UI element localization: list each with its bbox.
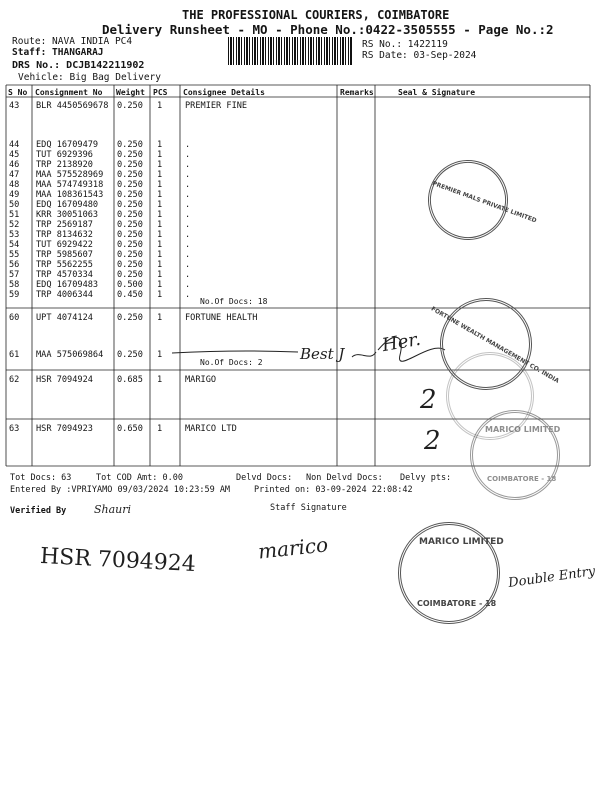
row-consignee: . [185, 210, 191, 220]
row-weight: 0.250 [117, 180, 143, 190]
staff-label: Staff: THANGARAJ [12, 47, 104, 58]
col-weight: Weight [116, 88, 145, 97]
row-consignment: MAA 574749318 [36, 180, 104, 190]
row60-signature: Her. [380, 328, 423, 357]
row-pcs: 1 [157, 170, 163, 180]
col-sno: S No [8, 88, 28, 97]
double-entry-note: Double Entry [507, 563, 597, 592]
premier-stamp: PREMIER MALS PRIVATE LIMITED [417, 149, 520, 252]
row-weight: 0.500 [117, 280, 143, 290]
row-consignee: . [185, 290, 191, 300]
marico-stamp-bottom: MARICO LIMITED COIMBATORE - 18 [398, 522, 500, 624]
row-consignee: . [185, 200, 191, 210]
row-consignee: . [185, 260, 191, 270]
hsr-handwritten-note: HSR 7094924 [39, 543, 197, 578]
row-weight: 0.250 [117, 160, 143, 170]
row-sno: 61 [9, 350, 20, 360]
row-consignment: TRP 4570334 [36, 270, 93, 280]
row61-signature: Best J [300, 345, 345, 363]
row-pcs: 1 [157, 210, 163, 220]
row-weight: 0.250 [117, 210, 143, 220]
printed-on: Printed on: 03-09-2024 22:08:42 [254, 485, 413, 495]
row-consignment: UPT 4074124 [36, 313, 93, 323]
row-consignment: TRP 5562255 [36, 260, 93, 270]
row-consignment: HSR 7094924 [36, 375, 93, 385]
row-consignee: PREMIER FINE [185, 101, 248, 111]
row-weight: 0.250 [117, 313, 143, 323]
row-consignee: MARICO LTD [185, 424, 237, 434]
row-consignee: . [185, 140, 191, 150]
row-consignee: . [185, 150, 191, 160]
row-sno: 62 [9, 375, 20, 385]
row-weight: 0.250 [117, 101, 143, 111]
row-sno: 60 [9, 313, 20, 323]
delvd-docs: Delvd Docs: [236, 473, 293, 483]
row-pcs: 1 [157, 150, 163, 160]
row63-mark: 2 [424, 426, 441, 456]
rs-date: RS Date: 03-Sep-2024 [362, 50, 477, 61]
row-pcs: 1 [157, 101, 163, 111]
col-pcs: PCS [153, 88, 168, 97]
row-consignment: TRP 2569187 [36, 220, 93, 230]
row-sno: 50 [9, 200, 20, 210]
non-delvd-docs: Non Delvd Docs: [306, 473, 383, 483]
tot-docs: Tot Docs: 63 [10, 473, 72, 483]
row-pcs: 1 [157, 270, 163, 280]
row-consignment: TRP 2138920 [36, 160, 93, 170]
marico-stamp-row63: MARICO LIMITED COIMBATORE - 18 [470, 410, 560, 500]
row-sno: 52 [9, 220, 20, 230]
row-consignment: TRP 5985607 [36, 250, 93, 260]
runsheet-subtitle: Delivery Runsheet - MO - Phone No.:0422-3505555 - Page No.:2 [102, 22, 554, 37]
row-sno: 55 [9, 250, 20, 260]
row-weight: 0.250 [117, 230, 143, 240]
row-consignment: HSR 7094923 [36, 424, 93, 434]
row-consignment: TRP 8134632 [36, 230, 93, 240]
row-sno: 48 [9, 180, 20, 190]
row-pcs: 1 [157, 260, 163, 270]
row-sno: 63 [9, 424, 20, 434]
row-weight: 0.250 [117, 250, 143, 260]
row-pcs: 1 [157, 250, 163, 260]
row-weight: 0.250 [117, 190, 143, 200]
col-seal: Seal & Signature [398, 88, 476, 97]
company-title: THE PROFESSIONAL COURIERS, COIMBATORE [182, 8, 450, 22]
row-consignment: MAA 575528969 [36, 170, 104, 180]
row-weight: 0.685 [117, 375, 143, 385]
row-sno: 58 [9, 280, 20, 290]
row-sno: 57 [9, 270, 20, 280]
row-consignee: . [185, 240, 191, 250]
row-consignee: . [185, 220, 191, 230]
row-weight: 0.250 [117, 170, 143, 180]
row-consignee: . [185, 160, 191, 170]
row-consignee: . [185, 190, 191, 200]
row-pcs: 1 [157, 313, 163, 323]
route-label: Route: NAVA INDIA PC4 [12, 36, 133, 47]
row-sno: 53 [9, 230, 20, 240]
row-consignee: . [185, 280, 191, 290]
row-pcs: 1 [157, 240, 163, 250]
docs-count-2: No.Of Docs: 2 [200, 358, 263, 367]
row-sno: 47 [9, 170, 20, 180]
row-consignment: TUT 6929422 [36, 240, 93, 250]
row-consignment: TUT 6929396 [36, 150, 93, 160]
row-pcs: 1 [157, 350, 163, 360]
row-pcs: 1 [157, 230, 163, 240]
row-consignment: EDQ 16709483 [36, 280, 99, 290]
row-pcs: 1 [157, 160, 163, 170]
row-pcs: 1 [157, 424, 163, 434]
row-weight: 0.250 [117, 140, 143, 150]
row-pcs: 1 [157, 200, 163, 210]
verified-signature: Shauri [94, 503, 132, 516]
row-weight: 0.250 [117, 150, 143, 160]
tot-cod: Tot COD Amt: 0.00 [96, 473, 183, 483]
docs-count-1: No.Of Docs: 18 [200, 297, 268, 306]
row-consignee: . [185, 180, 191, 190]
vehicle-label: Vehicle: Big Bag Delivery [18, 72, 161, 83]
row-sno: 59 [9, 290, 20, 300]
row-sno: 46 [9, 160, 20, 170]
row-consignee: . [185, 230, 191, 240]
rs-number: RS No.: 1422119 [362, 39, 448, 50]
row-consignment: TRP 4006344 [36, 290, 93, 300]
row-weight: 0.250 [117, 240, 143, 250]
row-sno: 56 [9, 260, 20, 270]
row62-mark: 2 [420, 385, 437, 415]
row-sno: 43 [9, 101, 20, 111]
row-pcs: 1 [157, 190, 163, 200]
row-pcs: 1 [157, 180, 163, 190]
row-weight: 0.250 [117, 220, 143, 230]
col-consignee: Consignee Details [183, 88, 265, 97]
delvy-pts: Delvy pts: [400, 473, 452, 483]
row-consignee: FORTUNE HEALTH [185, 313, 258, 323]
row-weight: 0.250 [117, 200, 143, 210]
staff-signature: Staff Signature [270, 503, 347, 513]
row-consignment: EDQ 16709480 [36, 200, 99, 210]
row-weight: 0.650 [117, 424, 143, 434]
entered-by: Entered By :VPRIYAMO 09/03/2024 10:23:59 AM [10, 485, 231, 495]
row-pcs: 1 [157, 140, 163, 150]
fortune-stamp: FORTUNE WEALTH MANAGEMENT CO. INDIA [423, 281, 549, 407]
row-weight: 0.250 [117, 260, 143, 270]
row-weight: 0.250 [117, 270, 143, 280]
row-consignment: KRR 30051063 [36, 210, 99, 220]
marico-handwritten-note: marico [256, 532, 330, 564]
row-pcs: 1 [157, 375, 163, 385]
row-consignment: MAA 108361543 [36, 190, 104, 200]
row-pcs: 1 [157, 220, 163, 230]
row-consignee: . [185, 270, 191, 280]
row-sno: 51 [9, 210, 20, 220]
row-consignment: BLR 4450569678 [36, 101, 109, 111]
row-consignee: . [185, 170, 191, 180]
barcode [228, 37, 352, 65]
row-weight: 0.450 [117, 290, 143, 300]
row-consignee: MARIGO [185, 375, 217, 385]
row-consignment: EDQ 16709479 [36, 140, 99, 150]
drs-number: DRS No.: DCJB142211902 [12, 60, 145, 71]
row-sno: 44 [9, 140, 20, 150]
verified-by: Verified By [10, 506, 67, 516]
row-sno: 54 [9, 240, 20, 250]
col-remarks: Remarks [340, 88, 374, 97]
row-pcs: 1 [157, 280, 163, 290]
row-consignment: MAA 575069864 [36, 350, 104, 360]
row-sno: 49 [9, 190, 20, 200]
row-consignee: . [185, 250, 191, 260]
row-weight: 0.250 [117, 350, 143, 360]
row-pcs: 1 [157, 290, 163, 300]
row-sno: 45 [9, 150, 20, 160]
col-consignment: Consignment No [35, 88, 103, 97]
